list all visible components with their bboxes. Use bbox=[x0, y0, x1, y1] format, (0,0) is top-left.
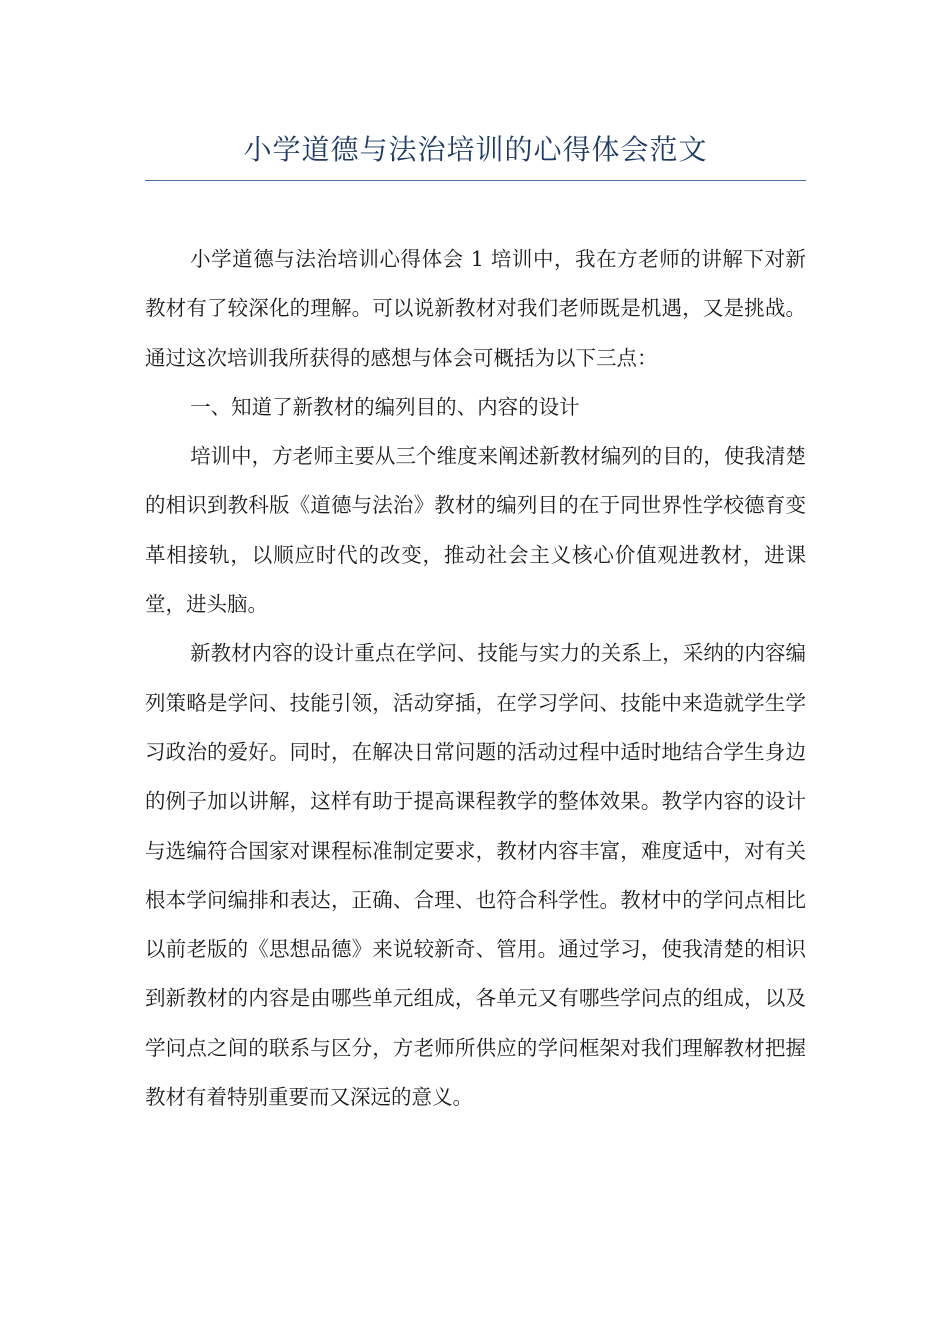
title-divider bbox=[145, 180, 806, 181]
document-body bbox=[145, 235, 806, 1122]
paragraph-intro: 小学道德与法治培训心得体会 1 培训中，我在方老师的讲解下对新教材有了较深化的理解。可以说新教材对我们老师既是机遇，又是挑战。通过这次培训我所获得的感想与体会可概括为以下三点： bbox=[145, 247, 806, 370]
paragraph-purpose: 培训中，方老师主要从三个维度来阐述新教材编列的目的，使我清楚的相识到教科版《道德与法治》教材的编列目的在于同世界性学校德育变革相接轨，以顺应时代的改变，推动社会主义核心价值观进教材，进课堂，进头脑。 bbox=[145, 444, 806, 617]
section-heading-1: 一、知道了新教材的编列目的、内容的设计 bbox=[190, 394, 580, 419]
document-title: 小学道德与法治培训的心得体会范文 bbox=[243, 133, 708, 166]
paragraph-content-design: 新教材内容的设计重点在学问、技能与实力的关系上，采纳的内容编列策略是学问、技能引领，活动穿插，在学习学问、技能中来造就学生学习政治的爱好。同时，在解决日常问题的活动过程中适时地结合学生身边的例子加以讲解，这样有助于提高课程教学的整体效果。教学内容的设计与选编符合国家对课程标准制定要求，教材内容丰富，难度适中，对有关根本学问编排和表达，正确、合理、也符合科学性。教材中的学问点相比以前老版的《思想品德》来说较新奇、管用。通过学习，使我清楚的相识到新教材的内容是由哪些单元组成，各单元又有哪些学问点的组成，以及学问点之间的联系与区分，方老师所供应的学问框架对我们理解教材把握教材有着特别重要而又深远的意义。 bbox=[145, 641, 806, 1110]
